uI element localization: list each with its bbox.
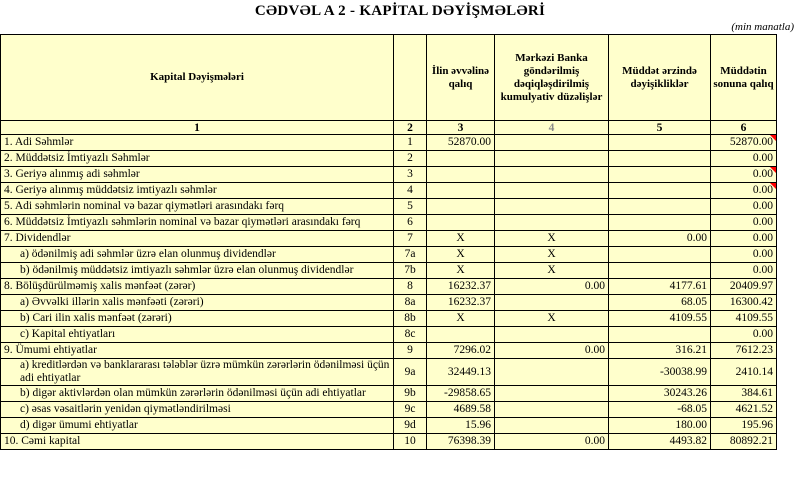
- row-label: a) Əvvəlki illərin xalis mənfəəti (zərəri): [1, 295, 394, 311]
- adjustments-cell: [495, 295, 609, 311]
- balance-start-cell: X: [427, 247, 495, 263]
- balance-start-cell: 4689.58: [427, 402, 495, 418]
- row-label: 7. Dividendlər: [1, 231, 394, 247]
- balance-start-cell: 52870.00: [427, 135, 495, 151]
- row-label: c) Kapital ehtiyatları: [1, 327, 394, 343]
- balance-start-cell: 32449.13: [427, 359, 495, 386]
- table-row: [1, 199, 777, 215]
- row-label: 9. Ümumi ehtiyatlar: [1, 343, 394, 359]
- row-code: 9c: [394, 402, 427, 418]
- balance-end-cell: 2410.14: [711, 359, 777, 386]
- period-changes-cell: 4493.82: [609, 434, 711, 450]
- col-number-4: 4: [495, 121, 609, 135]
- table-row: [1, 359, 777, 386]
- balance-end-cell: 0.00: [711, 231, 777, 247]
- row-label: 4. Geriyə alınmış müddətsiz imtiyazlı səhmlər: [1, 183, 394, 199]
- row-label: 3. Geriyə alınmış adi səhmlər: [1, 167, 394, 183]
- row-code: 8c: [394, 327, 427, 343]
- balance-start-cell: 15.96: [427, 418, 495, 434]
- row-code: 9a: [394, 359, 427, 386]
- row-code: 9: [394, 343, 427, 359]
- row-code: 1: [394, 135, 427, 151]
- adjustments-cell: [495, 359, 609, 386]
- adjustments-cell: 0.00: [495, 279, 609, 295]
- row-code: 8b: [394, 311, 427, 327]
- balance-end-cell: 52870.00: [711, 135, 777, 151]
- adjustments-cell: 0.00: [495, 343, 609, 359]
- comment-indicator-icon: [770, 183, 776, 189]
- period-changes-cell: -68.05: [609, 402, 711, 418]
- table-row: [1, 279, 777, 295]
- period-changes-cell: [609, 327, 711, 343]
- row-code: 7: [394, 231, 427, 247]
- table-row: [1, 434, 777, 450]
- balance-end-cell: 4621.52: [711, 402, 777, 418]
- balance-start-cell: X: [427, 263, 495, 279]
- row-label: 8. Bölüşdürülməmiş xalis mənfəət (zərər): [1, 279, 394, 295]
- period-changes-cell: [609, 151, 711, 167]
- balance-end-cell: 16300.42: [711, 295, 777, 311]
- adjustments-cell: 0.00: [495, 434, 609, 450]
- period-changes-cell: 0.00: [609, 231, 711, 247]
- balance-end-cell: 0.00: [711, 151, 777, 167]
- row-code: 8a: [394, 295, 427, 311]
- table-header-row: [1, 35, 777, 121]
- balance-start-cell: [427, 183, 495, 199]
- row-label: a) kreditlərdən və banklararası tələblər üzrə mümkün zərərlərin ödənilməsi üçün adi ehtiyatlar: [1, 359, 394, 386]
- adjustments-cell: [495, 327, 609, 343]
- col-number-2: 2: [394, 121, 427, 135]
- adjustments-cell: X: [495, 311, 609, 327]
- row-label: 5. Adi səhmlərin nominal və bazar qiymətləri arasındakı fərq: [1, 199, 394, 215]
- period-changes-cell: 180.00: [609, 418, 711, 434]
- col-number-6: 6: [711, 121, 777, 135]
- unit-note: (min manatla): [731, 21, 794, 33]
- period-changes-cell: 30243.26: [609, 386, 711, 402]
- balance-end-cell: 0.00: [711, 199, 777, 215]
- adjustments-cell: [495, 151, 609, 167]
- row-code: 8: [394, 279, 427, 295]
- balance-start-cell: 7296.02: [427, 343, 495, 359]
- row-label: a) ödənilmiş adi səhmlər üzrə elan olunmuş dividendlər: [1, 247, 394, 263]
- adjustments-cell: [495, 215, 609, 231]
- period-changes-cell: 4177.61: [609, 279, 711, 295]
- balance-end-cell: 20409.97: [711, 279, 777, 295]
- table-row: [1, 135, 777, 151]
- row-code: 5: [394, 199, 427, 215]
- adjustments-cell: [495, 386, 609, 402]
- row-label: 1. Adi Səhmlər: [1, 135, 394, 151]
- balance-start-cell: [427, 215, 495, 231]
- header-capital-changes: Kapital Dəyişmələri: [1, 35, 394, 121]
- period-changes-cell: 68.05: [609, 295, 711, 311]
- header-balance-start: İlin əvvəlinə qalıq: [427, 35, 495, 121]
- col-number-5: 5: [609, 121, 711, 135]
- adjustments-cell: [495, 418, 609, 434]
- row-label: b) Cari ilin xalis mənfəət (zərəri): [1, 311, 394, 327]
- header-period-changes: Müddət ərzində dəyişikliklər: [609, 35, 711, 121]
- table-row: [1, 215, 777, 231]
- adjustments-cell: [495, 402, 609, 418]
- row-code: 3: [394, 167, 427, 183]
- period-changes-cell: [609, 263, 711, 279]
- balance-end-cell: 384.61: [711, 386, 777, 402]
- period-changes-cell: [609, 247, 711, 263]
- adjustments-cell: X: [495, 263, 609, 279]
- balance-end-cell: 0.00: [711, 215, 777, 231]
- row-code: 6: [394, 215, 427, 231]
- row-label: b) digər aktivlərdən olan mümkün zərərlərin ödənilməsi üçün adi ehtiyatlar: [1, 386, 394, 402]
- table-row: [1, 247, 777, 263]
- balance-start-cell: X: [427, 311, 495, 327]
- row-code: 4: [394, 183, 427, 199]
- period-changes-cell: 316.21: [609, 343, 711, 359]
- row-code: 7a: [394, 247, 427, 263]
- period-changes-cell: [609, 167, 711, 183]
- balance-start-cell: X: [427, 231, 495, 247]
- balance-end-cell: 0.00: [711, 167, 777, 183]
- page-title: CƏDVƏL A 2 - KAPİTAL DƏYİŞMƏLƏRİ: [254, 3, 546, 19]
- header-central-bank-adjustments: Mərkəzi Banka göndərilmiş dəqiqləşdirilmiş kumulyativ düzəlişlər: [495, 35, 609, 121]
- comment-indicator-icon: [770, 135, 776, 141]
- period-changes-cell: [609, 135, 711, 151]
- adjustments-cell: X: [495, 247, 609, 263]
- adjustments-cell: [495, 135, 609, 151]
- table-row: [1, 343, 777, 359]
- table-row: [1, 231, 777, 247]
- header-code-column: [394, 35, 427, 121]
- row-label: d) digər ümumi ehtiyatlar: [1, 418, 394, 434]
- row-label: b) ödənilmiş müddətsiz imtiyazlı səhmlər üzrə elan olunmuş dividendlər: [1, 263, 394, 279]
- period-changes-cell: [609, 199, 711, 215]
- period-changes-cell: [609, 183, 711, 199]
- table-body: [1, 135, 777, 450]
- adjustments-cell: [495, 183, 609, 199]
- header-balance-end: Müddətin sonuna qalıq: [711, 35, 777, 121]
- balance-start-cell: 16232.37: [427, 295, 495, 311]
- comment-indicator-icon: [770, 167, 776, 173]
- balance-start-cell: -29858.65: [427, 386, 495, 402]
- col-number-3: 3: [427, 121, 495, 135]
- capital-changes-table: [0, 34, 777, 450]
- row-code: 10: [394, 434, 427, 450]
- balance-end-cell: 7612.23: [711, 343, 777, 359]
- adjustments-cell: [495, 167, 609, 183]
- table-row: [1, 418, 777, 434]
- balance-start-cell: 16232.37: [427, 279, 495, 295]
- balance-end-cell: 4109.55: [711, 311, 777, 327]
- adjustments-cell: [495, 199, 609, 215]
- adjustments-cell: X: [495, 231, 609, 247]
- table-row: [1, 183, 777, 199]
- row-code: 2: [394, 151, 427, 167]
- table-row: [1, 311, 777, 327]
- period-changes-cell: [609, 215, 711, 231]
- table-row: [1, 151, 777, 167]
- balance-end-cell: 0.00: [711, 327, 777, 343]
- table-row: [1, 327, 777, 343]
- balance-end-cell: 0.00: [711, 183, 777, 199]
- table-row: [1, 295, 777, 311]
- row-code: 9b: [394, 386, 427, 402]
- col-number-1: 1: [1, 121, 394, 135]
- period-changes-cell: 4109.55: [609, 311, 711, 327]
- column-number-row: [1, 121, 777, 135]
- table-row: [1, 386, 777, 402]
- row-label: 6. Müddətsiz İmtiyazlı səhmlərin nominal və bazar qiymətləri arasındakı fərq: [1, 215, 394, 231]
- balance-end-cell: 80892.21: [711, 434, 777, 450]
- balance-start-cell: [427, 151, 495, 167]
- row-label: c) əsas vəsaitlərin yenidən qiymətləndirilməsi: [1, 402, 394, 418]
- row-code: 9d: [394, 418, 427, 434]
- balance-end-cell: 0.00: [711, 247, 777, 263]
- balance-start-cell: [427, 327, 495, 343]
- row-label: 2. Müddətsiz İmtiyazlı Səhmlər: [1, 151, 394, 167]
- table-row: [1, 263, 777, 279]
- balance-start-cell: 76398.39: [427, 434, 495, 450]
- table-row: [1, 167, 777, 183]
- table-row: [1, 402, 777, 418]
- balance-start-cell: [427, 167, 495, 183]
- period-changes-cell: -30038.99: [609, 359, 711, 386]
- balance-start-cell: [427, 199, 495, 215]
- row-code: 7b: [394, 263, 427, 279]
- balance-end-cell: 195.96: [711, 418, 777, 434]
- row-label: 10. Cəmi kapital: [1, 434, 394, 450]
- balance-end-cell: 0.00: [711, 263, 777, 279]
